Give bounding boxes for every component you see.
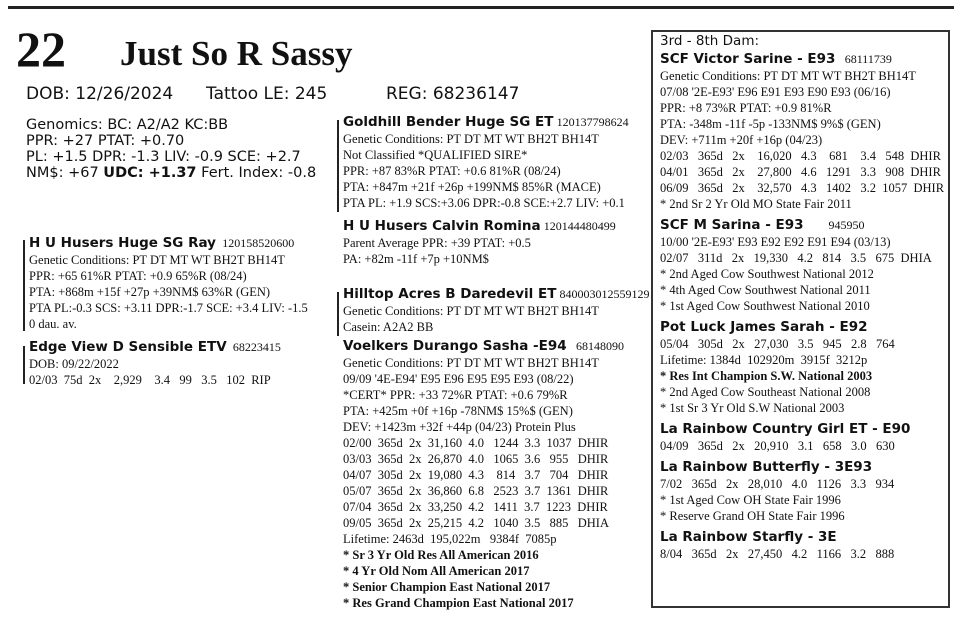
dam5-honor: * 1st Sr 3 Yr Old S.W National 2003 <box>660 401 845 415</box>
sire-dam-block <box>343 217 616 267</box>
dam7-honor: * Reserve Grand OH State Fair 1996 <box>660 509 845 523</box>
dam5-honor: * Res Int Champion S.W. National 2003 <box>660 369 873 383</box>
dam8-record: 8/04 365d 2x 27,450 4.2 1166 3.2 888 <box>660 547 895 561</box>
dam-dam-honor: * 4 Yr Old Nom All American 2017 <box>343 564 530 578</box>
sire-sire-reg: 120137798624 <box>556 115 629 129</box>
dam5-name: Pot Luck James Sarah - E92 <box>660 319 868 335</box>
dam-sire-name: Hilltop Acres B Daredevil ET <box>343 286 557 302</box>
sire-dam-line: Parent Average PPR: +39 PTAT: +0.5 <box>343 236 531 250</box>
sire-sire-name: Goldhill Bender Huge SG ET <box>343 114 554 130</box>
dam7-honor: * 1st Aged Cow OH State Fair 1996 <box>660 493 841 507</box>
dam7-name: La Rainbow Butterfly - 3E93 <box>660 459 873 475</box>
dam3-line: 07/08 '2E-E93' E96 E91 E93 E90 E93 (06/16) <box>660 85 891 99</box>
dam-bracket <box>23 346 25 384</box>
sire-line: 0 dau. av. <box>29 317 77 331</box>
dam-line: DOB: 09/22/2022 <box>29 357 119 371</box>
dam4-name: SCF M Sarina - E93 <box>660 217 804 233</box>
dam7-record: 7/02 365d 2x 28,010 4.0 1126 3.3 934 <box>660 477 895 491</box>
sire-dam-reg: 120144480499 <box>543 219 616 233</box>
dam3-name: SCF Victor Sarine - E93 <box>660 51 836 67</box>
dam4-honor: * 1st Aged Cow Southwest National 2010 <box>660 299 870 313</box>
dam6-name: La Rainbow Country Girl ET - E90 <box>660 421 911 437</box>
animal-name: Just So R Sassy <box>120 34 353 73</box>
dam8-name: La Rainbow Starfly - 3E <box>660 529 837 545</box>
dam-dam-line: *CERT* PPR: +33 72%R PTAT: +0.6 79%R <box>343 388 568 402</box>
dam-sire-bracket <box>337 292 339 336</box>
top-rule <box>8 6 954 9</box>
registration: REG: 68236147 <box>386 84 520 104</box>
lot-number: 22 <box>16 21 66 77</box>
dam6-record: 04/09 365d 2x 20,910 3.1 658 3.0 630 <box>660 439 895 453</box>
dam-dam-line: Genetic Conditions: PT DT MT WT BH2T BH14T <box>343 356 599 370</box>
dam-record: 02/03 75d 2x 2,929 3.4 99 3.5 102 RIP <box>29 373 271 387</box>
dam3-line: Genetic Conditions: PT DT MT WT BH2T BH14T <box>660 69 916 83</box>
dam3-record: 06/09 365d 2x 32,570 4.3 1402 3.2 1057 DHIR <box>660 181 945 195</box>
dam4-honor: * 2nd Aged Cow Southwest National 2012 <box>660 267 874 281</box>
dam-sire-line: Genetic Conditions: PT DT MT WT BH2T BH14T <box>343 304 599 318</box>
dam-dam-record: 03/03 365d 2x 26,870 4.0 1065 3.6 955 DHIR <box>343 452 609 466</box>
dam-dam-record: 05/07 365d 2x 36,860 6.8 2523 3.7 1361 DHIR <box>343 484 609 498</box>
dam5-record: 05/04 305d 2x 27,030 3.5 945 2.8 764 <box>660 337 895 351</box>
dam3-reg: 68111739 <box>844 52 892 66</box>
dam5-honor: * 2nd Aged Cow Southeast National 2008 <box>660 385 871 399</box>
tattoo: Tattoo LE: 245 <box>206 84 328 104</box>
sire-sire-line: Not Classified *QUALIFIED SIRE* <box>343 148 528 162</box>
sire-block <box>29 234 308 332</box>
dam-dam-record: 02/00 365d 2x 31,160 4.0 1244 3.3 1037 DHIR <box>343 436 609 450</box>
dam-dam-line: PTA: +425m +0f +16p -78NM$ 15%$ (GEN) <box>343 404 573 418</box>
dob: DOB: 12/26/2024 <box>26 84 174 104</box>
dam3-line: PTA: -348m -11f -5p -133NM$ 9%$ (GEN) <box>660 117 881 131</box>
dam4-record: 02/07 311d 2x 19,330 4.2 814 3.5 675 DHIA <box>660 251 932 265</box>
sire-line: PPR: +65 61%R PTAT: +0.9 65%R (08/24) <box>29 269 247 283</box>
dam-reg: 68223415 <box>232 340 281 354</box>
dam-dam-record: 09/05 365d 2x 25,215 4.2 1040 3.5 885 DHIA <box>343 516 609 530</box>
dam3-record: 04/01 365d 2x 27,800 4.6 1291 3.3 908 DHIR <box>660 165 941 179</box>
dam-dam-lifetime: Lifetime: 2463d 195,022m 9384f 7085p <box>343 532 557 546</box>
dam4-line: 10/00 '2E-E93' E93 E92 E92 E91 E94 (03/13) <box>660 235 891 249</box>
sire-sire-line: PPR: +87 83%R PTAT: +0.6 81%R (08/24) <box>343 164 561 178</box>
dam-dam-block <box>343 337 624 611</box>
genomics-line-3: PL: +1.5 DPR: -1.3 LIV: -0.9 SCE: +2.7 <box>26 149 301 165</box>
dam3-honor: * 2nd Sr 2 Yr Old MO State Fair 2011 <box>660 197 852 211</box>
sire-sire-block <box>343 113 629 211</box>
sire-reg: 120158520600 <box>222 236 295 250</box>
dam-dam-honor: * Senior Champion East National 2017 <box>343 580 551 594</box>
dam-dam-honor: * Sr 3 Yr Old Res All American 2016 <box>343 548 539 562</box>
dam-dam-line: DEV: +1423m +32f +44p (04/23) Protein Plus <box>343 420 576 434</box>
dam-dam-record: 04/07 305d 2x 19,080 4.3 814 3.7 704 DHIR <box>343 468 609 482</box>
sire-line: PTA: +868m +15f +27p +39NM$ 63%R (GEN) <box>29 285 271 299</box>
fert-index: Fert. Index: -0.8 <box>196 165 317 181</box>
sire-sire-line: Genetic Conditions: PT DT MT WT BH2T BH14T <box>343 132 599 146</box>
genomics-line-4 <box>26 165 316 181</box>
dam-dam-line: 09/09 '4E-E94' E95 E96 E95 E95 E93 (08/22) <box>343 372 574 386</box>
sire-line: PTA PL:-0.3 SCS: +3.11 DPR:-1.7 SCE: +3.4 LIV: -1.5 <box>29 301 308 315</box>
genomics-line-2: PPR: +27 PTAT: +0.70 <box>26 133 185 149</box>
dams-list <box>660 32 944 562</box>
dam-sire-block <box>343 285 650 335</box>
dam-dam-honor: * Res Grand Champion East National 2017 <box>343 596 574 610</box>
dam-dam-name: Voelkers Durango Sasha -E94 <box>343 338 567 354</box>
sire-name: H U Husers Huge SG Ray <box>29 235 216 251</box>
dam-block <box>29 338 281 388</box>
udc-value: UDC: +1.37 <box>103 165 197 181</box>
dam3-line: DEV: +711m +20f +16p (04/23) <box>660 133 823 147</box>
dam4-honor: * 4th Aged Cow Southwest National 2011 <box>660 283 871 297</box>
dam-sire-reg: 840003012559129 <box>559 287 650 301</box>
sire-bracket <box>23 240 25 331</box>
sire-sire-line: PTA: +847m +21f +26p +199NM$ 85%R (MACE) <box>343 180 601 194</box>
dam-dam-reg: 68148090 <box>576 339 625 353</box>
sire-line: Genetic Conditions: PT DT MT WT BH2T BH14T <box>29 253 285 267</box>
genomics-line-1: Genomics: BC: A2/A2 KC:BB <box>26 117 229 133</box>
nm-value: NM$: +67 <box>26 165 104 181</box>
sire-dam-line: PA: +82m -11f +7p +10NM$ <box>343 252 489 266</box>
dams-header: 3rd - 8th Dam: <box>660 33 760 49</box>
sire-sire-line: PTA PL: +1.9 SCS:+3.06 DPR:-0.8 SCE:+2.7 LIV: +0.1 <box>343 196 625 210</box>
dam5-lifetime: Lifetime: 1384d 102920m 3915f 3212p <box>660 353 868 367</box>
dam3-line: PPR: +8 73%R PTAT: +0.9 81%R <box>660 101 832 115</box>
dam4-reg: 945950 <box>828 218 865 232</box>
dam-sire-line: Casein: A2A2 BB <box>343 320 434 334</box>
sire-sire-bracket <box>337 120 339 212</box>
sire-dam-name: H U Husers Calvin Romina <box>343 218 541 234</box>
dam3-record: 02/03 365d 2x 16,020 4.3 681 3.4 548 DHIR <box>660 149 941 163</box>
dam-name: Edge View D Sensible ETV <box>29 339 227 355</box>
dam-dam-record: 07/04 365d 2x 33,250 4.2 1411 3.7 1223 DHIR <box>343 500 608 514</box>
